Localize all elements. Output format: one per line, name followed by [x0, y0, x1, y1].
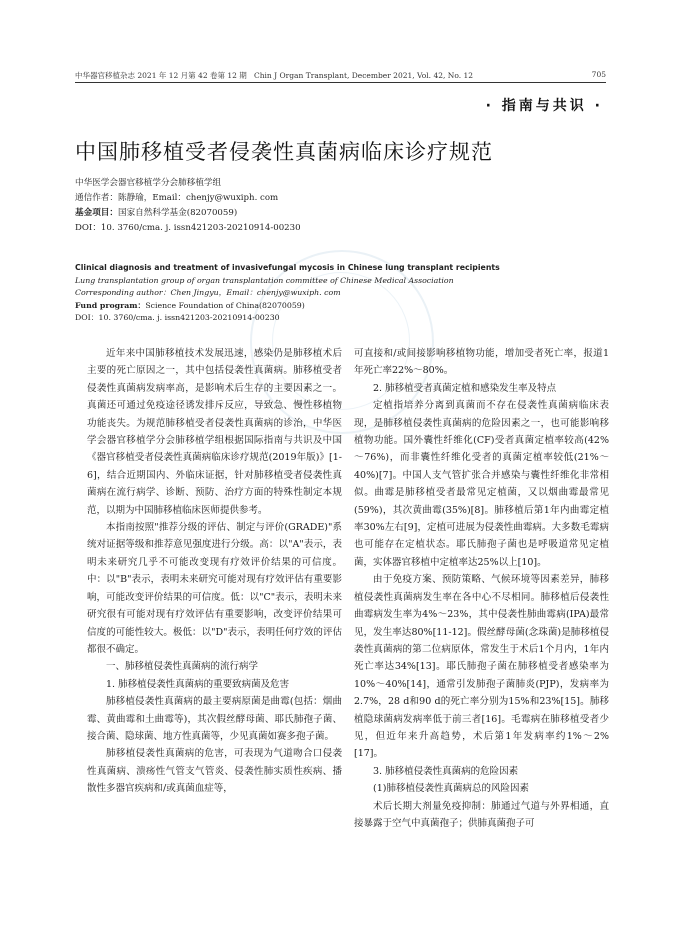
section-heading: 一、肺移植侵袭性真菌病的流行病学 — [106, 661, 259, 673]
english-doi: DOI：10. 3760/cma. j. issn421203-20210914-00230 — [75, 313, 280, 322]
header-rule — [75, 82, 606, 83]
paragraph: 近年来中国肺移植技术发展迅速，感染仍是肺移植术后主要的死亡原因之一，其中包括侵袭性真菌病。肺移植受者侵袭性真菌病发病率高，是影响术后生存的主要因素之一。真菌还可通过免疫途径诱发排斥反应，导致急、慢性移植物功能丧失。为规范肺移植受者侵袭性真菌病的诊治，中华医学会器官移植学分会肺移植学组根据国际指南与共识及中国《器官移植受者侵袭性真菌病临床诊疗规范(2019年版)》[1-6]，结合近期国内、外临床证据，针对肺移植受者侵袭性真菌病在流行病学、诊断、预防、治疗方面的特殊性制定本规范，以期为中国肺移植临床医师提供参考。 — [87, 348, 342, 516]
subsection-heading: 1. 肺移植侵袭性真菌病的重要致病菌及危害 — [106, 678, 290, 690]
english-corresponding: Corresponding author：Chen Jingyu，Email：chenjy@wuxiph. com — [75, 288, 341, 297]
paragraph: 本指南按照"推荐分级的评估、制定与评价(GRADE)"系统对证据等级和推荐意见强度进行分级。高：以"A"表示，表明未来研究几乎不可能改变现有疗效评价结果的可信度。中：以"B"表示，表明未来研究可能对现有疗效评估有重要影响，可能改变评价结果的可信度。低：以"C"表示，表明未来研究很有可能对现有疗效评估有重要影响，改变评价结果可信度的可能性较大。极低：以"D"表示，表明任何疗效的评估都很不确定。 — [87, 522, 342, 655]
english-fund-label: Fund program： — [75, 300, 146, 310]
author-block — [75, 176, 301, 236]
correspondence-line: 通信作者：陈静瑜，Email：chenjy@wuxiph. com — [75, 193, 279, 203]
article-title: 中国肺移植受者侵袭性真菌病临床诊疗规范 — [75, 140, 493, 164]
running-header — [75, 70, 606, 81]
author-group: 中华医学会器官移植学分会肺移植学组 — [75, 178, 222, 188]
journal-name-en: Chin J Organ Transplant, December 2021, Vol. 42, No. 12 — [253, 71, 474, 80]
paragraph: 可直接和/或间接影响移植物功能，增加受者死亡率，报道1年死亡率22%～80%。 — [354, 348, 609, 377]
journal-citation — [75, 70, 473, 81]
paragraph: 肺移植侵袭性真菌病的最主要病原菌是曲霉(包括：烟曲霉、黄曲霉和土曲霉等)，其次假丝酵母菌、耶氏肺孢子菌、接合菌、隐球菌、地方性真菌等，少见真菌如赛多孢子菌。 — [87, 696, 342, 742]
paragraph: 定植指培养分离到真菌而不存在侵袭性真菌病临床表现，是肺移植侵袭性真菌病的危险因素之一，也可能影响移植物功能。国外囊性纤维化(CF)受者真菌定植率较高(42%～76%)，而非囊性纤维化受者的真菌定植率较低(21%～40%)[7]。中国人支气管扩张合并感染与囊性纤维化非常相似。曲霉是肺移植受者最常见定植菌，又以烟曲霉最常见(59%)，其次黄曲霉(35%)[8]。肺移植后第1年内曲霉定植率30%左右[9]，定植可进展为侵袭性曲霉病。大多数毛霉病也可能存在定植状态。耶氏肺孢子菌也是呼吸道常见定植菌，实体器官移植中定植率达25%以上[10]。 — [354, 400, 609, 568]
subsection-heading: 3. 肺移植侵袭性真菌病的危险因素 — [373, 765, 519, 777]
fund-line — [75, 206, 301, 221]
body-right-column — [354, 345, 609, 832]
english-fund-text: Science Foundation of China(82070059) — [145, 300, 305, 310]
section-tag: · 指南与共识 · — [485, 98, 603, 114]
english-fund-line — [75, 300, 615, 313]
fund-label: 基金项目： — [75, 208, 118, 218]
subsection-heading: (1)肺移植侵袭性真菌病总的风险因素 — [373, 783, 529, 795]
paragraph: 肺移植侵袭性真菌病的危害，可表现为气道吻合口侵袭性真菌病、溃疡性气管支气管炎、侵袭性肺实质性疾病、播散性多器官疾病和/或真菌血症等， — [87, 748, 342, 795]
doi-line: DOI：10. 3760/cma. j. issn421203-20210914-00230 — [75, 223, 301, 233]
english-group: Lung transplantation group of organ transplantation committee of Chinese Medical Association — [75, 275, 454, 285]
page-number: 705 — [591, 70, 606, 79]
english-abstract-block — [75, 262, 615, 325]
paragraph: 由于免疫方案、预防策略、气候环境等因素差异，肺移植侵袭性真菌病发生率在各中心不尽相同。肺移植后侵袭性曲霉病发生率为4%～23%，其中侵袭性肺曲霉病(IPA)最常见，发生率达80%[11-12]。假丝酵母菌(念珠菌)是肺移植侵袭性真菌病的第二位病原体，常发生于术后1个月内，1年内死亡率达34%[13]。耶氏肺孢子菌在肺移植受者感染率为10%～40%[14]，通常引发肺孢子菌肺炎(PJP)，发病率为2.7%，28 d和90 d的死亡率分别为15%和23%[15]。肺移植隐球菌病发病率低于前三者[16]。毛霉病在肺移植受者少见，但近年来升高趋势，术后第1年发病率约1%～2%[17]。 — [354, 574, 609, 760]
fund-text: 国家自然科学基金(82070059) — [117, 208, 238, 218]
paragraph: 术后长期大剂量免疫抑制：肺通过气道与外界相通，直接暴露于空气中真菌孢子；供肺真菌孢子可 — [354, 800, 609, 829]
subsection-heading: 2. 肺移植受者真菌定植和感染发生率及特点 — [373, 382, 557, 394]
english-title: Clinical diagnosis and treatment of invasivefungal mycosis in Chinese lung transplant recipients — [75, 263, 500, 272]
body-left-column — [87, 345, 342, 798]
journal-name-cn: 中华器官移植杂志 2021 年 12 月第 42 卷第 12 期 — [75, 71, 247, 80]
